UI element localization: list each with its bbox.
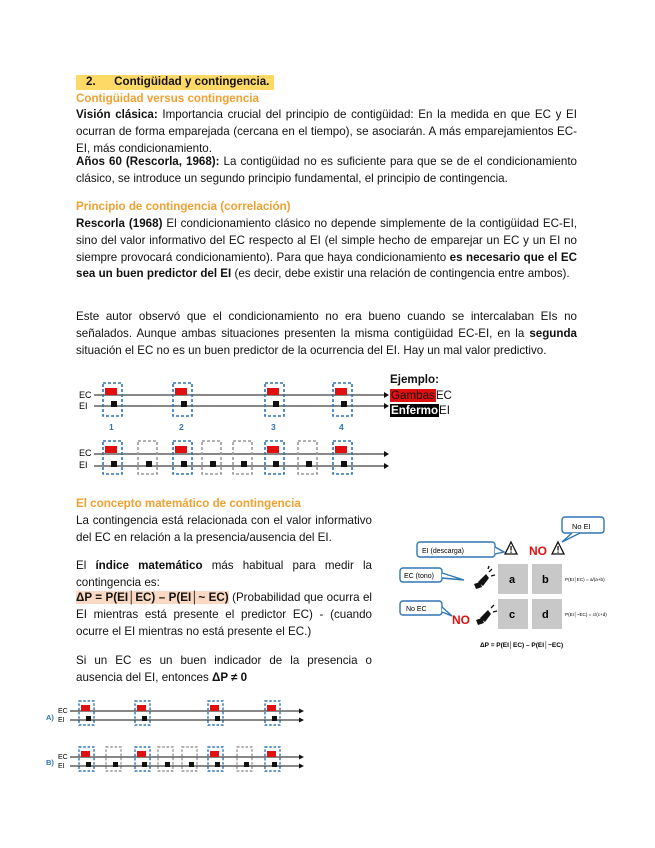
arrowhead xyxy=(299,755,304,760)
formula-paragraph xyxy=(76,590,372,640)
contingency-formula: ΔP = P(EI│EC) – P(EI│~ EC) xyxy=(76,591,229,604)
cell-d: d xyxy=(542,609,549,621)
contiguity-diagram xyxy=(76,375,386,480)
paired-trial xyxy=(333,441,352,474)
bubble-ei xyxy=(417,542,504,557)
bubble-ec-text: EC (tono) xyxy=(404,573,434,580)
example-ec-word: Gambas xyxy=(391,388,435,402)
sec3-p2c: más habitual para medir la contingencia es: xyxy=(76,559,372,589)
paired-trial xyxy=(79,701,94,725)
trial-number: 1 xyxy=(109,422,114,432)
diagram2-ei-label: EI xyxy=(58,717,65,724)
paired-trial xyxy=(265,441,284,474)
cell-b: b xyxy=(542,574,549,586)
bubble-no-ec xyxy=(400,601,452,616)
paired-trial xyxy=(265,747,280,771)
example-title: Ejemplo: xyxy=(390,373,439,386)
row-b-label: B) xyxy=(46,758,54,767)
rescorla-text1: El condicionamiento clásico no depende simplemente de la contigüidad EC-EI, sino del valor informativo del EC respecto al EI (el simple hecho de emparejar un EC y un EI no siempre provocará condicionamiento). Para que haya condicionamiento xyxy=(76,217,578,264)
paired-trial xyxy=(333,383,352,416)
bubble-no-ec-text: No EC xyxy=(406,606,427,613)
autor-text2: situación el EC no es un buen predictor de la ocurrencia del EI. Hay un mal valor predictivo. xyxy=(76,343,547,357)
arrowhead xyxy=(384,403,389,409)
cell-a: a xyxy=(509,574,516,586)
section-heading-text xyxy=(86,74,269,91)
autor-text1: Este autor observó que el condicionamiento no era bueno cuando se intercalaban EIs no señalados. Aunque ambas situaciones presenten la misma contigüidad EC-EI, en la xyxy=(76,310,577,340)
paired-trial xyxy=(135,747,150,771)
paired-trial xyxy=(173,441,192,474)
bubble-ei-text: EI (descarga) xyxy=(422,548,465,555)
unsignaled-trial xyxy=(106,747,121,771)
cell-c: c xyxy=(509,609,516,621)
autor-paragraph xyxy=(76,309,577,359)
trial-number: 4 xyxy=(339,422,344,432)
diagram1-ec-label: EC xyxy=(79,448,92,458)
warning-icon xyxy=(505,542,517,554)
no-label-top: NO xyxy=(529,544,547,558)
diagram1-ec-label: EC xyxy=(79,390,92,400)
paired-trial xyxy=(173,383,192,416)
sec3-p2a: El xyxy=(76,559,96,572)
arrowhead xyxy=(299,709,304,714)
rescorla-paragraph xyxy=(76,216,577,283)
formula-bottom: ΔP = P(EI│EC) – P(EI│~EC) xyxy=(480,642,564,649)
indicador-paragraph xyxy=(76,653,372,687)
unsignaled-trial xyxy=(138,441,157,474)
sec3-p1: La contingencia está relacionada con el valor informativo del EC en relación a la presencia/ausencia del EI. xyxy=(76,514,372,544)
unsignaled-trial xyxy=(233,441,252,474)
unsignaled-trial xyxy=(237,747,252,771)
diagram1-ei-label: EI xyxy=(79,401,88,411)
sec3-p4a: Si un EC es un buen indicador de la presencia o ausencia del EI, entonces xyxy=(76,654,372,684)
formula-right-2: P(EI│~EC) = c/(c+d) xyxy=(565,612,607,617)
sec3-p2b: índice matemático xyxy=(95,559,203,572)
sec3-title: El concepto matemático de contingencia xyxy=(76,497,301,510)
formula-right-1: P(EI│EC) = a/(a+b) xyxy=(565,577,605,582)
heading-title: Contigüidad y contingencia. xyxy=(114,75,270,88)
vision-text: Importancia crucial del principio de contigüidad: En la medida en que EC y EI ocurran de forma emparejada (cercana en el tiempo), se asociarán. A más emparejamientos EC-EI, más condicionamiento. xyxy=(76,108,577,155)
paired-trial xyxy=(79,747,94,771)
trial-number: 2 xyxy=(179,422,184,432)
indice-paragraph xyxy=(76,558,372,592)
bubble-no-ei-text: No EI xyxy=(572,522,591,531)
heading-number: 2. xyxy=(86,75,96,88)
sec3-p4b: ΔP ≠ 0 xyxy=(212,670,248,684)
example-ec-row xyxy=(390,388,452,404)
contingency-matrix-figure xyxy=(404,512,622,657)
paired-trial xyxy=(208,701,223,725)
paired-trial xyxy=(103,441,122,474)
sec3-p3: (Probabilidad que ocurra el EI mientras está presente el predictor EC) - (cuando ocurre el EI mientras no está presente el EC.) xyxy=(76,591,372,638)
example-ei-tag: EI xyxy=(439,404,450,417)
paired-trial xyxy=(265,701,280,725)
unsignaled-trial xyxy=(158,747,173,771)
unsignaled-trial xyxy=(298,441,317,474)
no-label-left: NO xyxy=(452,613,470,627)
example-ei-row xyxy=(390,403,452,419)
bubble-ec xyxy=(400,568,464,582)
sec2-title: Principio de contingencia (correlación) xyxy=(76,200,291,213)
rescorla-text2: (es decir, debe existir una relación de contingencia entre ambos). xyxy=(231,267,570,281)
arrowhead xyxy=(384,392,389,398)
unsignaled-trial xyxy=(202,441,221,474)
arrowhead xyxy=(299,718,304,723)
warning-icon xyxy=(552,542,564,554)
vision-label: Visión clásica: xyxy=(76,108,158,121)
paired-trial xyxy=(135,701,150,725)
vision-paragraph xyxy=(76,107,577,157)
trial-number: 3 xyxy=(271,422,276,432)
autor-bold: segunda xyxy=(529,326,577,340)
rescorla-label: Rescorla (1968) xyxy=(76,217,163,230)
diagram1-ei-label: EI xyxy=(79,460,88,470)
paired-trial xyxy=(265,383,284,416)
predictor-diagram xyxy=(44,695,306,775)
speaker-icon xyxy=(474,566,495,589)
row-a-label: A) xyxy=(46,713,54,722)
anos-text: La contigüidad no es suficiente para que se de el condicionamiento clásico, se introduce un segundo principio fundamental, el principio de contingencia. xyxy=(76,155,577,185)
diagram2-ei-label: EI xyxy=(58,763,65,770)
anos-label: Años 60 (Rescorla, 1968): xyxy=(76,155,220,168)
example-legend xyxy=(390,372,452,419)
arrowhead xyxy=(384,463,389,469)
arrowhead xyxy=(384,451,389,457)
speaker-icon xyxy=(476,605,497,625)
anos-paragraph xyxy=(76,154,577,188)
rescorla-bold: es necesario que el EC sea un buen predictor del EI xyxy=(76,250,577,281)
diagram2-ec-label: EC xyxy=(58,754,68,761)
arrowhead xyxy=(299,764,304,769)
paired-trial xyxy=(103,383,122,416)
example-ei-word: Enfermo xyxy=(391,404,439,417)
sec1-title: Contigüidad versus contingencia xyxy=(76,92,259,105)
example-ec-tag: EC xyxy=(435,388,452,402)
bubble-no-ei xyxy=(562,517,604,542)
paired-trial xyxy=(208,747,223,771)
unsignaled-trial xyxy=(182,747,197,771)
diagram2-ec-label: EC xyxy=(58,708,68,715)
contingencia-paragraph xyxy=(76,513,372,547)
